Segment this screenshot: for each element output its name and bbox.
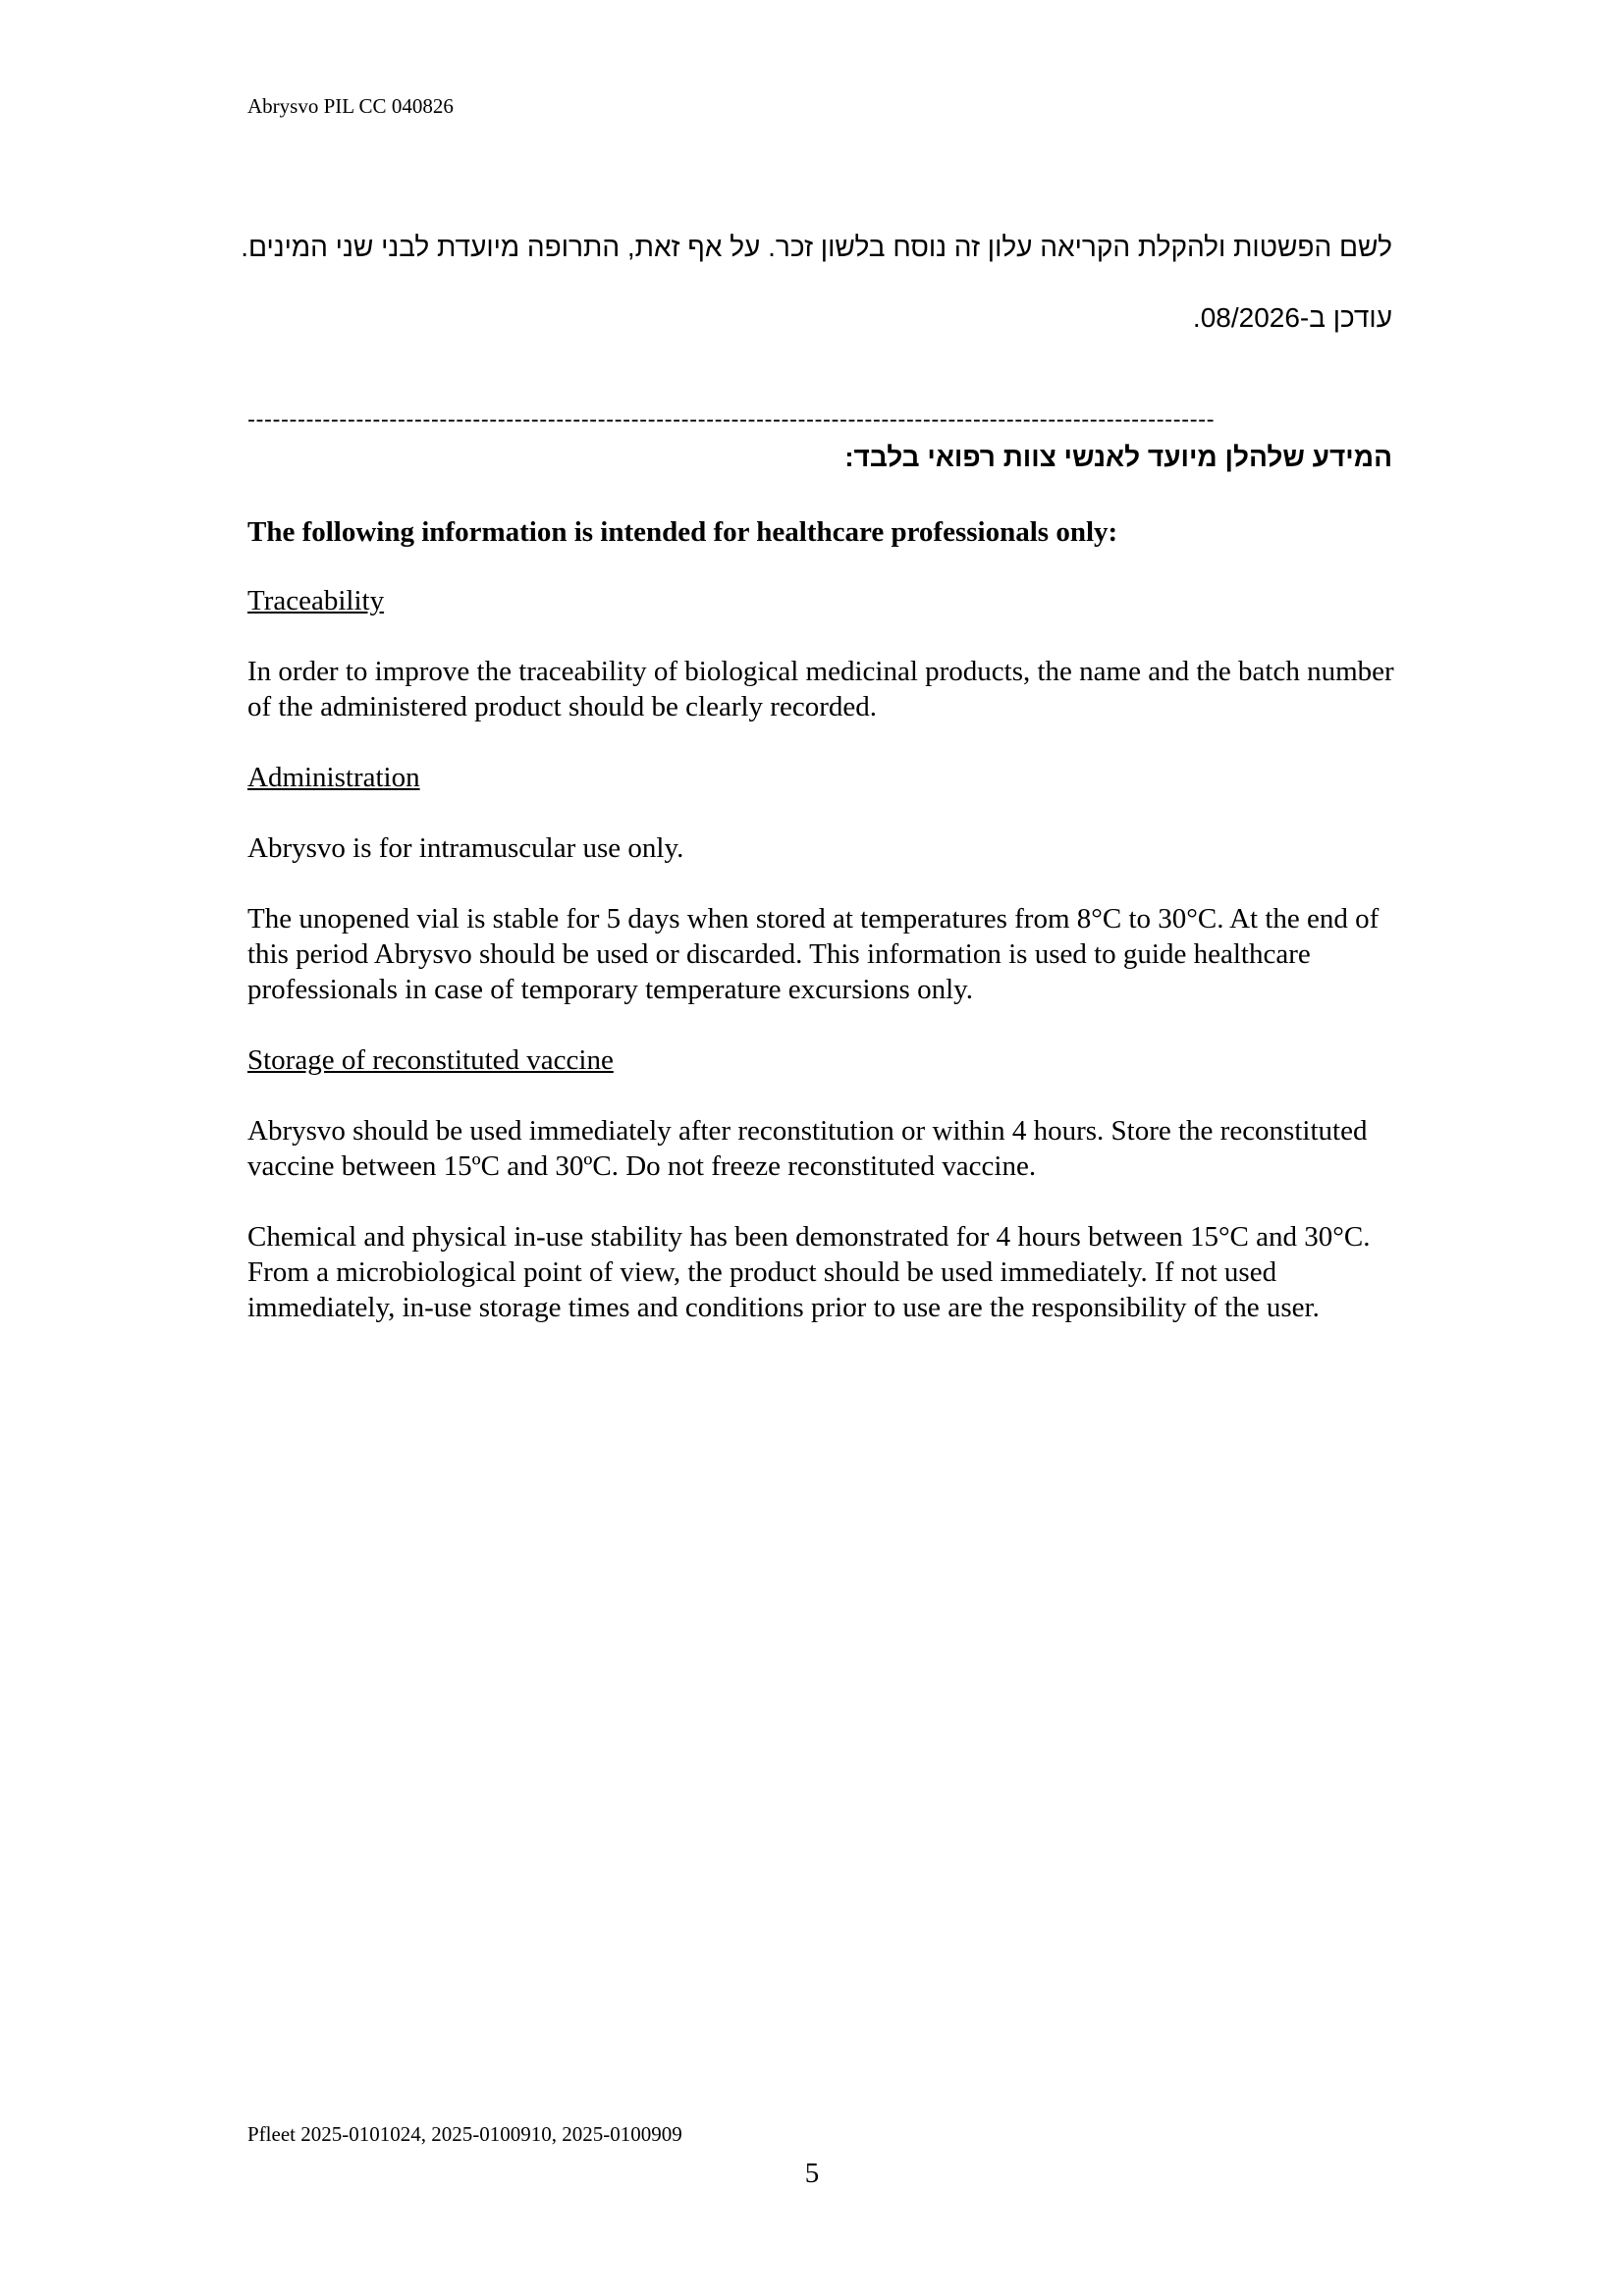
paragraph-administration-route: Abrysvo is for intramuscular use only. [247, 832, 684, 864]
document-footer: Pfleet 2025-0101024, 2025-0100910, 2025-0100909 [247, 2122, 682, 2146]
section-title-traceability: Traceability [247, 585, 385, 616]
hebrew-updated-date: עודכן ב-08/2026. [1192, 302, 1392, 333]
hebrew-hcp-heading: המידע שלהלן מיועד לאנשי צוות רפואי בלבד: [844, 442, 1392, 472]
document-header: Abrysvo PIL CC 040826 [247, 94, 454, 118]
separator-line: -------------------------------------------------------------------------------------------------------------------- [247, 406, 1216, 433]
paragraph-traceability: In order to improve the traceability of biological medicinal products, the name and the batch number of the administered product should be clearly recorded. [247, 656, 1394, 722]
paragraph-administration-stability: The unopened vial is stable for 5 days when stored at temperatures from 8°C to 30°C. At the end of this period Abrysvo should be used or discarded. This information is used to guide healthcare professionals in case of temporary temperature excursions only. [247, 903, 1380, 1005]
hebrew-gender-notice: לשם הפשטות ולהקלת הקריאה עלון זה נוסח בלשון זכר. על אף זאת, התרופה מיועדת לבני שני המינים. [241, 232, 1392, 262]
paragraph-storage-in-use-stability: Chemical and physical in-use stability has been demonstrated for 4 hours between 15°C and 30°C. From a microbiological point of view, the product should be used immediately. If not used immediately, in-use storage times and conditions prior to use are the responsibility of the user. [247, 1221, 1371, 1323]
page-number: 5 [804, 2158, 820, 2189]
hcp-heading: The following information is intended for healthcare professionals only: [247, 516, 1118, 548]
paragraph-storage-reconstituted: Abrysvo should be used immediately after reconstitution or within 4 hours. Store the reconstituted vaccine between 15ºC and 30ºC. Do not freeze reconstituted vaccine. [247, 1115, 1368, 1182]
section-title-storage: Storage of reconstituted vaccine [247, 1044, 614, 1076]
section-title-administration: Administration [247, 762, 420, 793]
